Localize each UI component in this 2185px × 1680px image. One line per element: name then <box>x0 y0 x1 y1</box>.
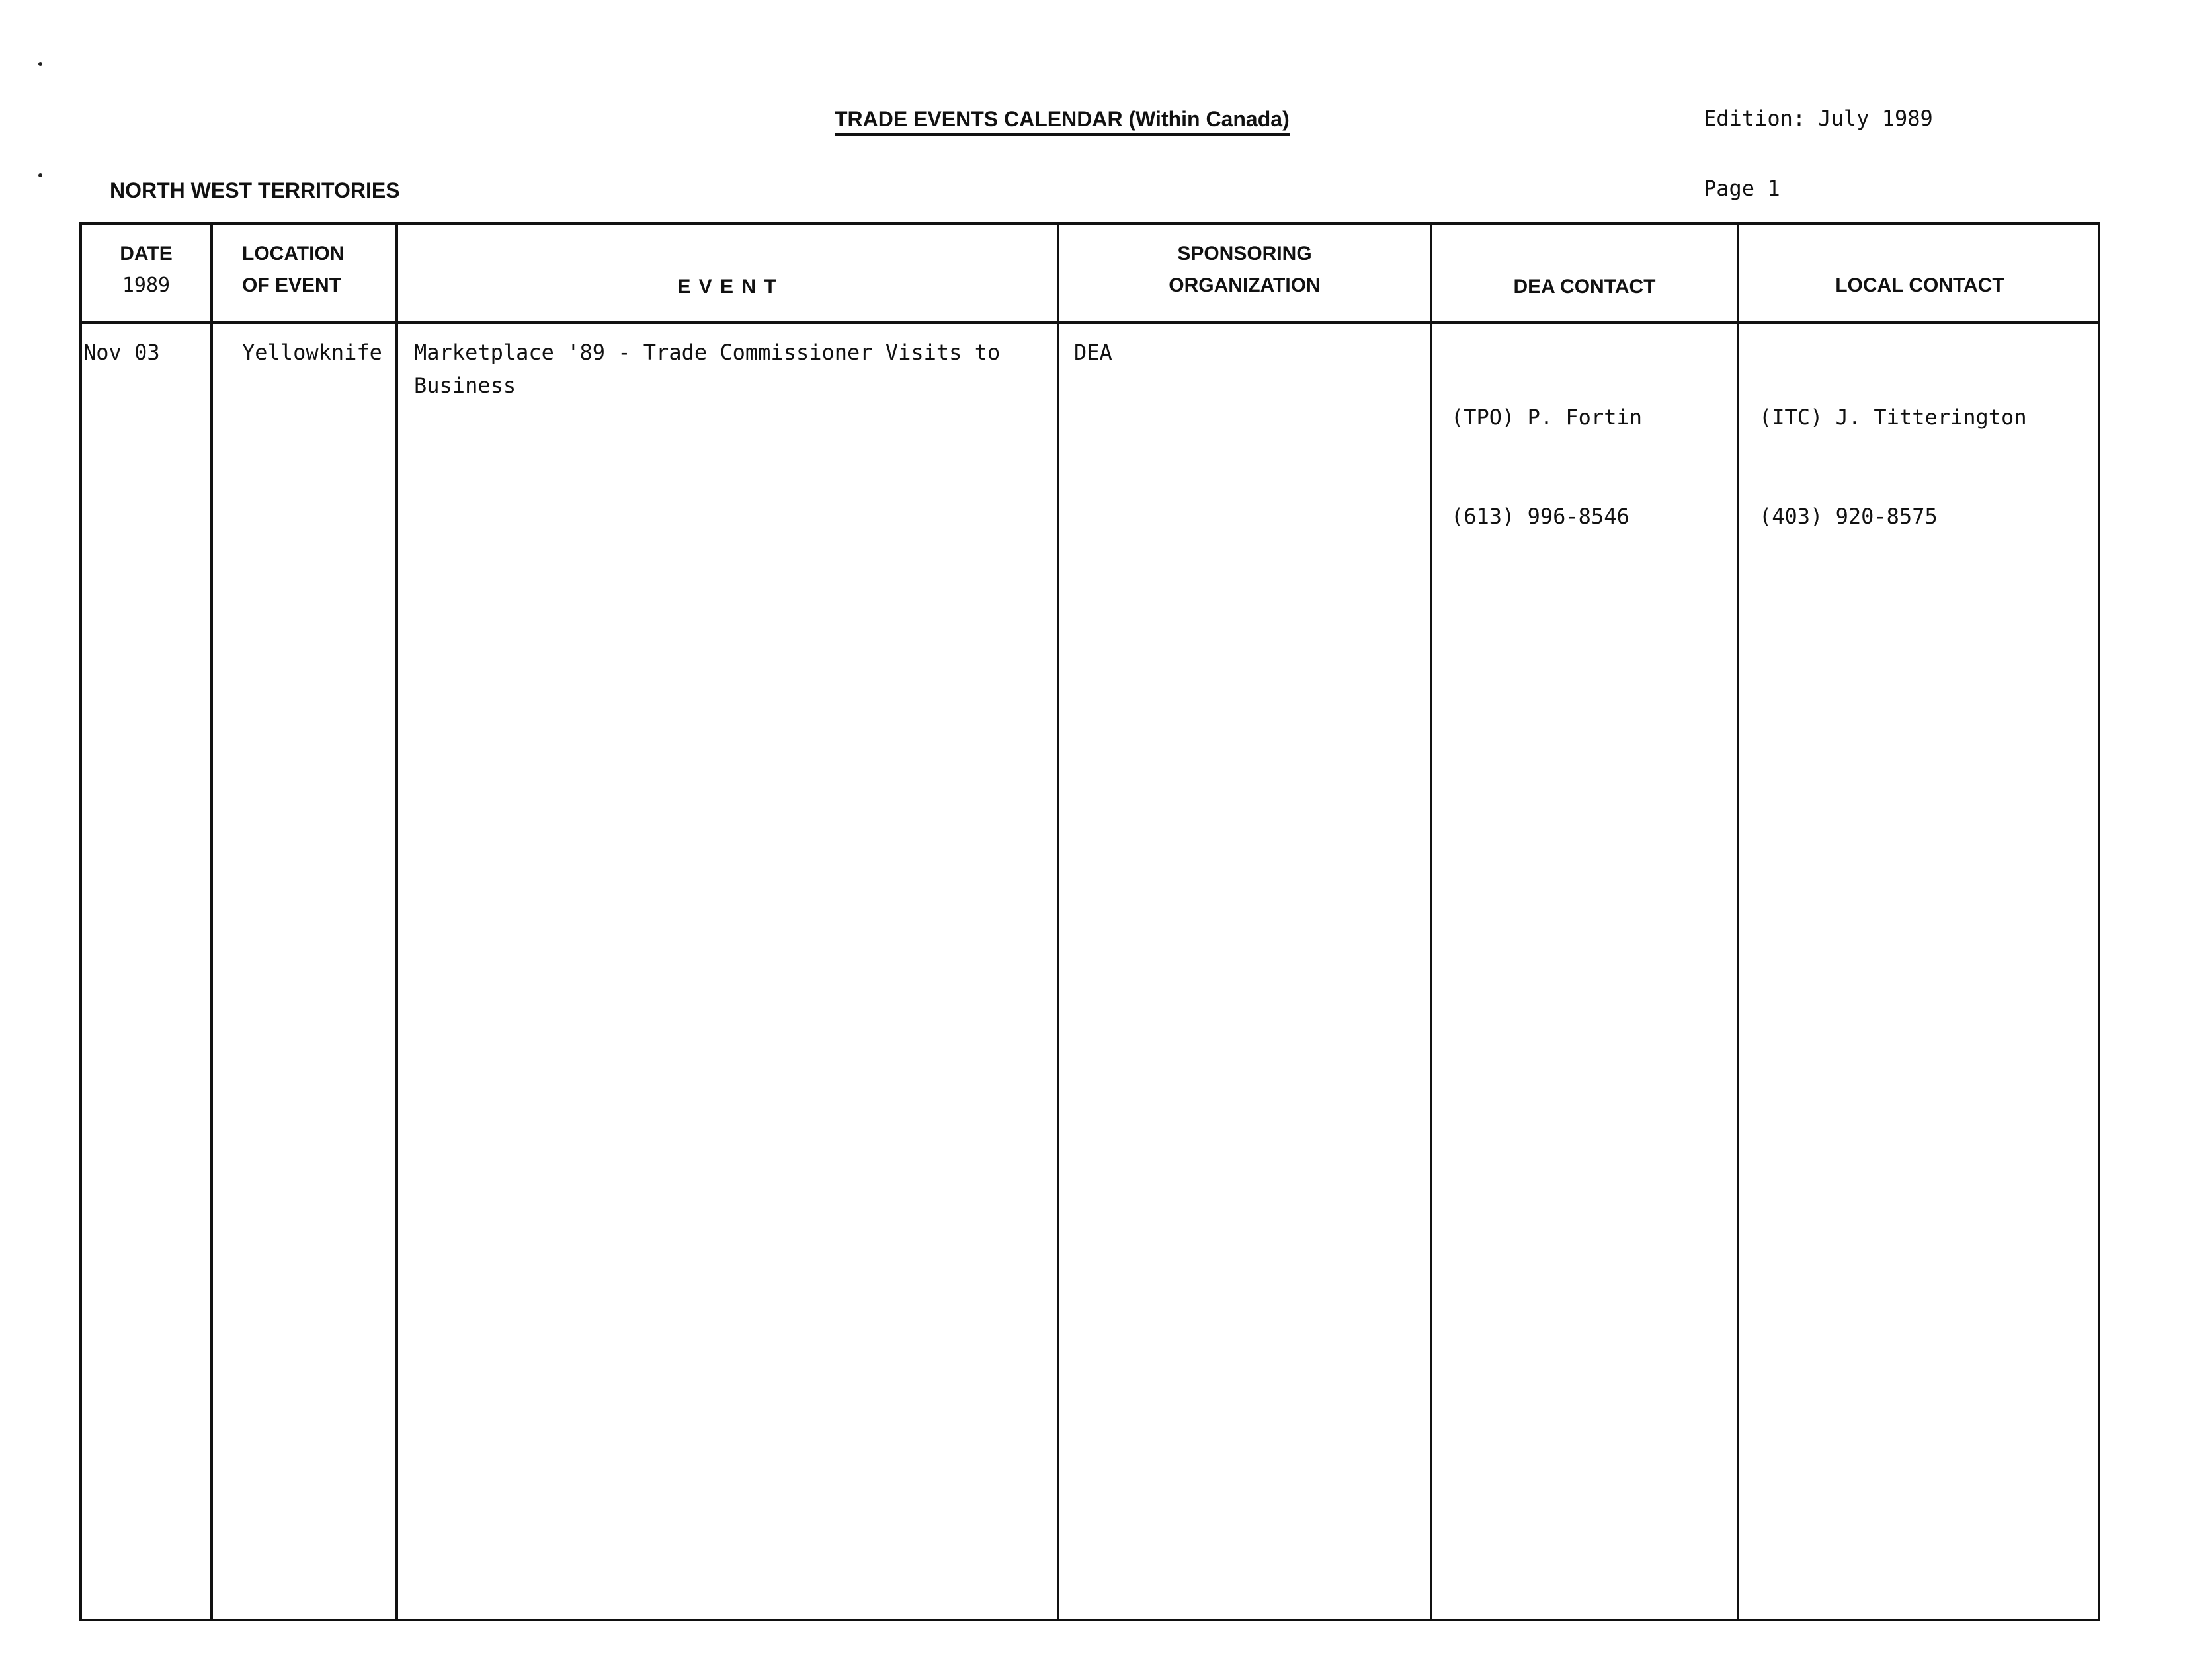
column-divider <box>1430 222 1432 1621</box>
scan-speck <box>38 62 42 66</box>
edition-label: Edition: July 1989 <box>1704 106 1933 131</box>
document-title: TRADE EVENTS CALENDAR (Within Canada) <box>835 107 1290 136</box>
row-local-contact <box>1759 335 2096 566</box>
column-divider <box>210 222 213 1621</box>
header-local-contact-label: LOCAL CONTACT <box>1835 274 2004 296</box>
header-location-line1: LOCATION <box>242 243 345 264</box>
column-divider <box>1057 222 1059 1621</box>
column-divider <box>1737 222 1739 1621</box>
column-divider <box>395 222 398 1621</box>
page-number: Page 1 <box>1704 176 1780 201</box>
header-divider <box>79 321 2100 324</box>
row-date: Nov 03 <box>83 340 160 365</box>
header-sponsor-line1: SPONSORING <box>1177 243 1312 264</box>
header-dea-contact <box>1432 271 1737 303</box>
header-date-label: DATE <box>120 243 173 264</box>
header-date <box>82 238 210 301</box>
scan-speck <box>38 173 42 177</box>
row-sponsor: DEA <box>1074 340 1112 365</box>
row-location: Yellowknife <box>242 340 382 365</box>
local-contact-name: (ITC) J. Titterington <box>1759 405 2027 430</box>
header-sponsor-line2: ORGANIZATION <box>1169 274 1321 296</box>
dea-contact-phone: (613) 996-8546 <box>1451 504 1629 529</box>
header-event <box>398 271 1057 303</box>
row-event: Marketplace '89 - Trade Commissioner Visits to Business <box>414 340 1013 398</box>
dea-contact-name: (TPO) P. Fortin <box>1451 405 1642 430</box>
header-location-line2: OF EVENT <box>242 274 342 296</box>
header-location <box>242 238 361 301</box>
header-dea-contact-label: DEA CONTACT <box>1513 276 1656 298</box>
header-local-contact <box>1739 270 2100 301</box>
header-event-label: E V E N T <box>677 276 778 298</box>
header-date-year: 1989 <box>122 274 171 297</box>
local-contact-phone: (403) 920-8575 <box>1759 504 1938 529</box>
region-heading: NORTH WEST TERRITORIES <box>110 179 400 202</box>
header-sponsor <box>1059 238 1430 301</box>
row-dea-contact <box>1451 335 1734 566</box>
